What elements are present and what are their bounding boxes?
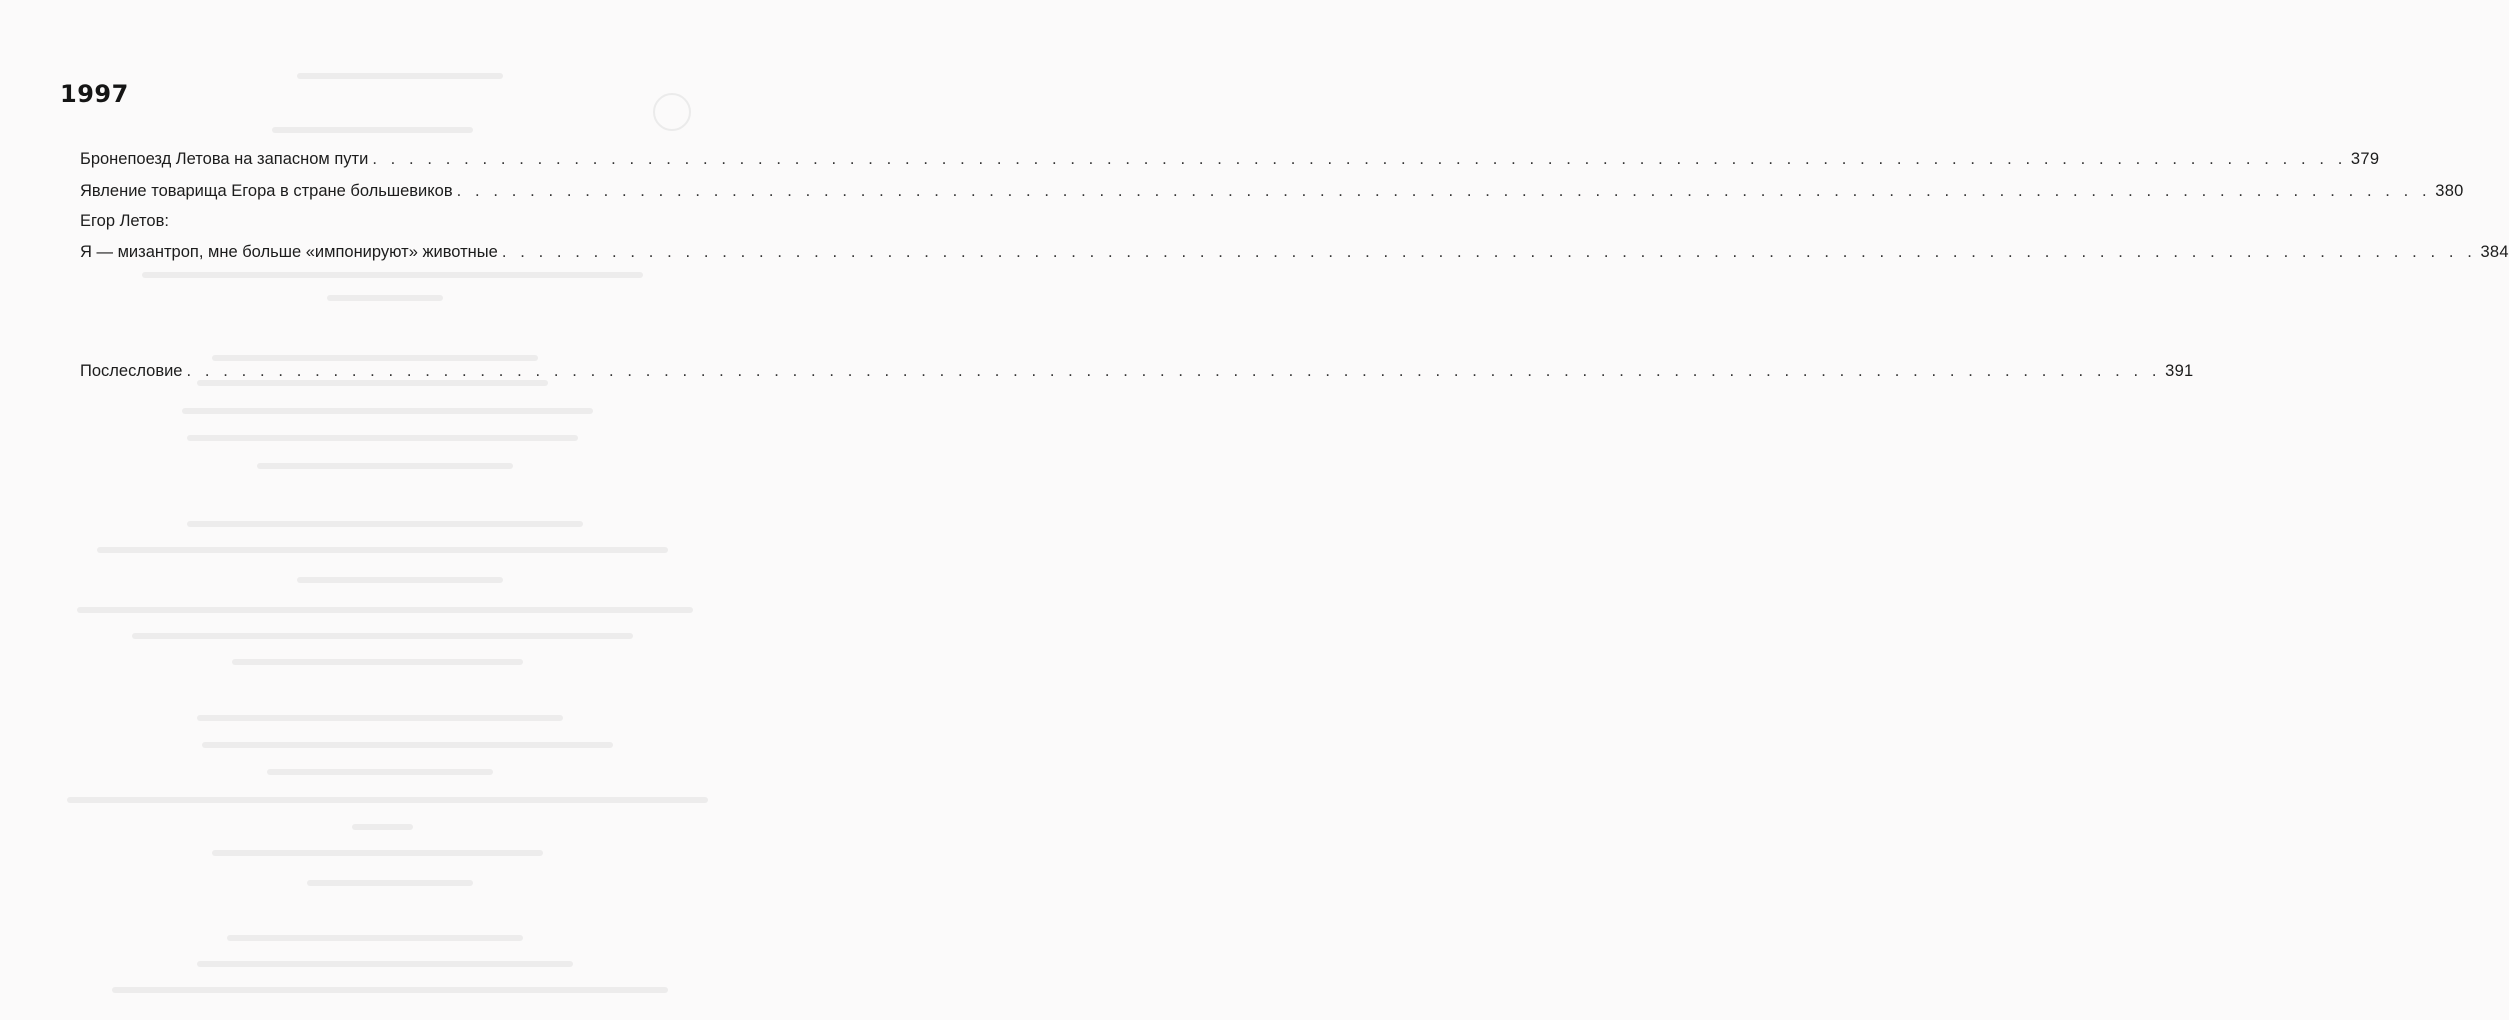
dot-leader: . . . . . . . . . . . . . . . . . . . . . . . . . . . . . . . . . . . . . . . . . . . . . . . . . . . . . . . . . . . . . . . . . . . . . . . . . . . . . . . . . . . . . . . . . . . . . . . . . . . . . . . . . . . . xyxy=(456,182,2432,200)
toc-entry[interactable] xyxy=(80,181,2464,201)
toc-entry-page: 380 xyxy=(2435,182,2464,200)
toc-entry-title-line-1[interactable]: Егор Летов: xyxy=(80,212,169,230)
toc-entry-title: Я — мизантроп, мне больше «импонируют» животные xyxy=(80,243,498,261)
dot-leader: . . . . . . . . . . . . . . . . . . . . . . . . . . . . . . . . . . . . . . . . . . . . . . . . . . . . . . . . . . . . . . . . . . . . . . . . . . . . . . . . . . . . . . . . . . . . . . . . . . . . . . . . . . . . xyxy=(372,150,2347,168)
section-year-heading: 1997 xyxy=(60,80,129,108)
toc-entry[interactable] xyxy=(80,361,2194,381)
toc-entry-title: Послесловие xyxy=(80,362,183,380)
toc-entry-title: Явление товарища Егора в стране большевиков xyxy=(80,182,453,200)
dot-leader: . . . . . . . . . . . . . . . . . . . . . . . . . . . . . . . . . . . . . . . . . . . . . . . . . . . . . . . . . . . . . . . . . . . . . . . . . . . . . . . . . . . . . . . . . . . . . . . . . . . . . . . . . . . . xyxy=(501,243,2477,261)
toc-entry[interactable] xyxy=(80,149,2380,169)
toc-entry[interactable] xyxy=(80,242,2509,262)
toc-entry-page: 391 xyxy=(2165,362,2194,380)
toc-entry-page: 379 xyxy=(2350,150,2380,168)
toc-entry-page: 384 xyxy=(2480,243,2509,261)
toc-entry-title: Бронепоезд Летова на запасном пути xyxy=(80,150,369,168)
dot-leader: . . . . . . . . . . . . . . . . . . . . . . . . . . . . . . . . . . . . . . . . . . . . . . . . . . . . . . . . . . . . . . . . . . . . . . . . . . . . . . . . . . . . . . . . . . . . . . . . . . . . . . . . . . . . xyxy=(186,362,2162,380)
